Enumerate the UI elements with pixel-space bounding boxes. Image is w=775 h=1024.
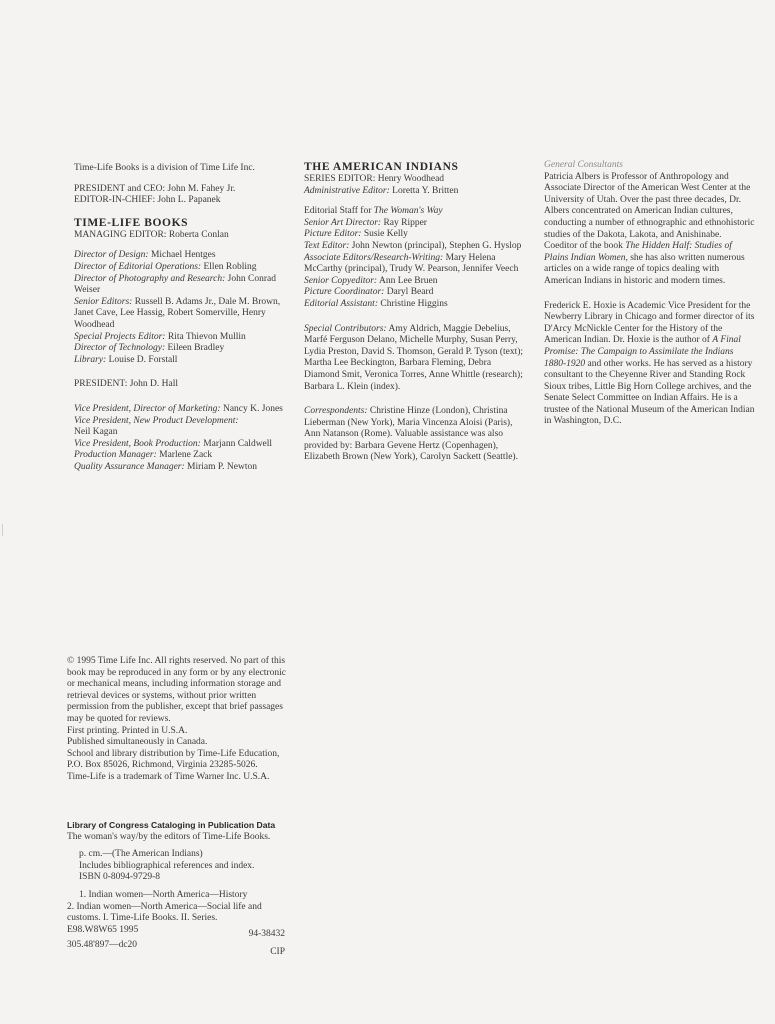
- book-title: The Woman's Way: [373, 206, 443, 217]
- credit-label: Special Projects Editor:: [74, 331, 166, 342]
- printing-line: First printing. Printed in U.S.A.: [67, 725, 188, 736]
- credit-name: Ellen Robling: [203, 261, 257, 272]
- credit-name: Amy Aldrich, Maggie Debelius, Marfé Ferguson Delano, Michelle Murphy, Susan Perry, Lydia Preston, David S. Thomson, Gerald P. Tyson (text); Martha Lee Beckington, Barbara Fleming, Debra Diamond Smit, Veronica Torres, Anne Whittle (research); Barbara L. Klein (index).: [304, 323, 524, 392]
- credit-name: John Conrad Weiser: [74, 273, 276, 296]
- bio-text: she has also written numerous articles on a wide range of topics dealing with American Indians in historic and modern times.: [544, 252, 745, 286]
- cip-subject-2: 2. Indian women—North America—Social life and customs. I. Time-Life Books. II. Series.: [67, 901, 262, 924]
- albers-bio: [544, 172, 756, 288]
- credit-label: Production Manager:: [74, 450, 157, 461]
- credit-label: Picture Editor:: [304, 229, 362, 240]
- credit-production-manager: [74, 450, 296, 462]
- credit-name: Michael Hentges: [150, 250, 216, 261]
- credit-label: Director of Design:: [74, 250, 149, 261]
- series-heading: THE AMERICAN INDIANS: [304, 161, 459, 173]
- division-line: Time-Life Books is a division of Time Life Inc.: [74, 163, 255, 173]
- credit-label: Vice President, Book Production:: [74, 438, 201, 449]
- credit-editorial-assistant: [304, 299, 526, 311]
- credit-senior-art: [304, 218, 526, 230]
- credit-admin-editor: [304, 186, 526, 198]
- credit-label: Director of Photography and Research:: [74, 273, 226, 284]
- book-title: The Hidden Half: Studies of Plains Indian Women,: [544, 241, 732, 263]
- copyright-notice: © 1995 Time Life Inc. All rights reserved. No part of this book may be reproduced in any form or by any electronic or mechanical means, including information storage and retrieval devices or systems, without prior written permission from the publisher, except that brief passages may be quoted for reviews.: [67, 656, 286, 724]
- president-ceo: PRESIDENT and CEO: John M. Fahey Jr.: [74, 183, 236, 194]
- credit-special-contributors: [304, 324, 526, 394]
- credit-vp-book-production: [74, 439, 296, 451]
- credit-name: Eileen Bradley: [167, 343, 225, 354]
- credit-label: Special Contributors:: [304, 323, 387, 334]
- credit-associate-editors: [304, 253, 526, 276]
- credit-vp-marketing: [74, 404, 296, 416]
- cip-pcm: p. cm.—(The American Indians): [79, 849, 203, 860]
- cip-dewey-row: [67, 940, 285, 959]
- cip-heading: Library of Congress Cataloging in Publication Data: [67, 820, 276, 830]
- credit-name: Loretta Y. Britten: [392, 185, 459, 196]
- credit-picture-editor: [304, 229, 526, 241]
- credit-correspondents: [304, 406, 526, 464]
- distribution-line: School and library distribution by Time-Life Education, P.O. Box 85026, Richmond, Virginia 23285-5026.: [67, 748, 280, 771]
- credit-library: [74, 355, 296, 367]
- editor-in-chief: EDITOR-IN-CHIEF: John L. Papanek: [74, 195, 221, 206]
- book-title: A Final Promise: The Campaign to Assimilate the Indians 1880-1920: [544, 335, 741, 369]
- time-life-staff-column: [74, 163, 296, 473]
- bio-text: Frederick E. Hoxie is Academic Vice President for the Newberry Library in Chicago and former director of its D'Arcy McNickle Center for the History of the American Indian. Dr. Hoxie is the author of: [544, 300, 755, 346]
- credit-name: Russell B. Adams Jr., Dale M. Brown, Janet Cave, Lee Hassig, Robert Somerville, Henry Woodhead: [74, 296, 281, 330]
- credit-text-editor: [304, 241, 526, 253]
- consultants-column: [544, 160, 756, 428]
- credit-editorial-ops: [74, 262, 296, 274]
- credit-label: Quality Assurance Manager:: [74, 461, 185, 472]
- credit-label: Editorial Assistant:: [304, 298, 378, 309]
- credit-label: Senior Art Director:: [304, 217, 382, 228]
- cip-lccn: 94-38432: [248, 928, 285, 939]
- credit-technology: [74, 343, 296, 355]
- cip-includes: Includes bibliographical references and index.: [79, 860, 255, 871]
- credit-label: Senior Copyeditor:: [304, 275, 378, 286]
- cip-mark: CIP: [270, 947, 285, 958]
- copyright-block: [67, 656, 287, 784]
- credit-copyeditor: [304, 276, 526, 288]
- credit-name: Mary Helena McCarthy (principal), Trudy W. Pearson, Jennifer Veech: [304, 252, 519, 275]
- credit-label: Text Editor:: [304, 240, 350, 251]
- credit-label: Picture Coordinator:: [304, 287, 385, 298]
- credit-name: Christine Hinze (London), Christina Lieberman (New York), Maria Vincenza Aloisi (Paris), Ann Natanson (Rome). Valuable assistance was also provided by: Barbara Gevene Hertz (Copenhagen), Elizabeth Brown (New York), Carolyn Sackett (Seattle).: [304, 406, 518, 463]
- credit-name: Marjann Caldwell: [203, 438, 273, 449]
- credit-name: Marlene Zack: [159, 450, 213, 461]
- credit-photo-research: [74, 274, 296, 297]
- credit-name: Rita Thievon Mullin: [167, 331, 246, 342]
- staff-intro-text: Editorial Staff for: [304, 206, 372, 217]
- credit-name: John Newton (principal), Stephen G. Hyslop: [351, 240, 522, 251]
- credit-vp-new-product: [74, 416, 296, 439]
- credit-label: Director of Editorial Operations:: [74, 261, 202, 272]
- credit-label: Associate Editors/Research-Writing:: [304, 252, 444, 263]
- credit-label: Library:: [74, 354, 107, 365]
- cip-subject-1: 1. Indian women—North America—History: [79, 889, 248, 900]
- credit-senior-editors: [74, 297, 296, 332]
- cip-title: The woman's way/by the editors of Time-Life Books.: [67, 831, 271, 842]
- credit-special-projects: [74, 332, 296, 344]
- page-edge-mark: [2, 524, 7, 536]
- credit-name: Nancy K. Jones: [222, 403, 283, 414]
- credit-name: Christine Higgins: [380, 298, 448, 309]
- credit-qa-manager: [74, 462, 296, 474]
- credit-name: Ray Ripper: [383, 217, 427, 228]
- president-line: PRESIDENT: John D. Hall: [74, 379, 179, 390]
- credit-design: [74, 250, 296, 262]
- trademark-line: Time-Life is a trademark of Time Warner Inc. U.S.A.: [67, 771, 270, 782]
- canada-line: Published simultaneously in Canada.: [67, 737, 208, 748]
- cip-call-row: [67, 925, 285, 941]
- consultants-heading: General Consultants: [544, 160, 623, 170]
- credit-label: Vice President, Director of Marketing:: [74, 403, 221, 414]
- credit-picture-coordinator: [304, 287, 526, 299]
- credit-name: Louise D. Forstall: [108, 354, 178, 365]
- managing-editor: MANAGING EDITOR: Roberta Conlan: [74, 229, 229, 240]
- credit-label: Administrative Editor:: [304, 185, 390, 196]
- hoxie-bio: [544, 301, 756, 429]
- cip-dewey: 305.48'897—dc20: [67, 940, 138, 951]
- series-editor: SERIES EDITOR: Henry Woodhead: [304, 174, 445, 184]
- bio-text: and other works. He has served as a history consultant to the Cheyenne River and Standing Rock Sioux tribes, Little Big Horn College archives, and the Senate Select Committee on Indian Affairs. He is a trustee of the National Museum of the American Indian in Washington, D.C.: [544, 358, 755, 427]
- credit-label: Senior Editors:: [74, 296, 133, 307]
- bio-text: Patricia Albers is Professor of Anthropology and Associate Director of the American West Center at the University of Utah. Over the past three decades, Dr. Albers concentrated on American Indian cultures, conducting a number of ethnographic and ethnohistoric studies of the Dakota, Lakota, and Anishinabe. Coeditor of the book: [544, 171, 755, 252]
- credit-name: Susie Kelly: [363, 229, 408, 240]
- credit-name: Neil Kagan: [74, 427, 118, 438]
- cip-block: [67, 820, 285, 959]
- staff-intro: [304, 206, 526, 218]
- credit-name: Ann Lee Bruen: [378, 275, 438, 286]
- cip-isbn: ISBN 0-8094-9729-8: [79, 872, 161, 883]
- time-life-books-heading: TIME-LIFE BOOKS: [74, 216, 189, 229]
- credit-name: Miriam P. Newton: [187, 461, 257, 472]
- credit-name: Daryl Beard: [386, 287, 434, 298]
- credit-label: Correspondents:: [304, 406, 368, 417]
- credit-label: Director of Technology:: [74, 343, 166, 354]
- cip-call-number: E98.W8W65 1995: [67, 924, 139, 935]
- american-indians-staff-column: [304, 160, 526, 464]
- credit-label: Vice President, New Product Development:: [74, 415, 239, 426]
